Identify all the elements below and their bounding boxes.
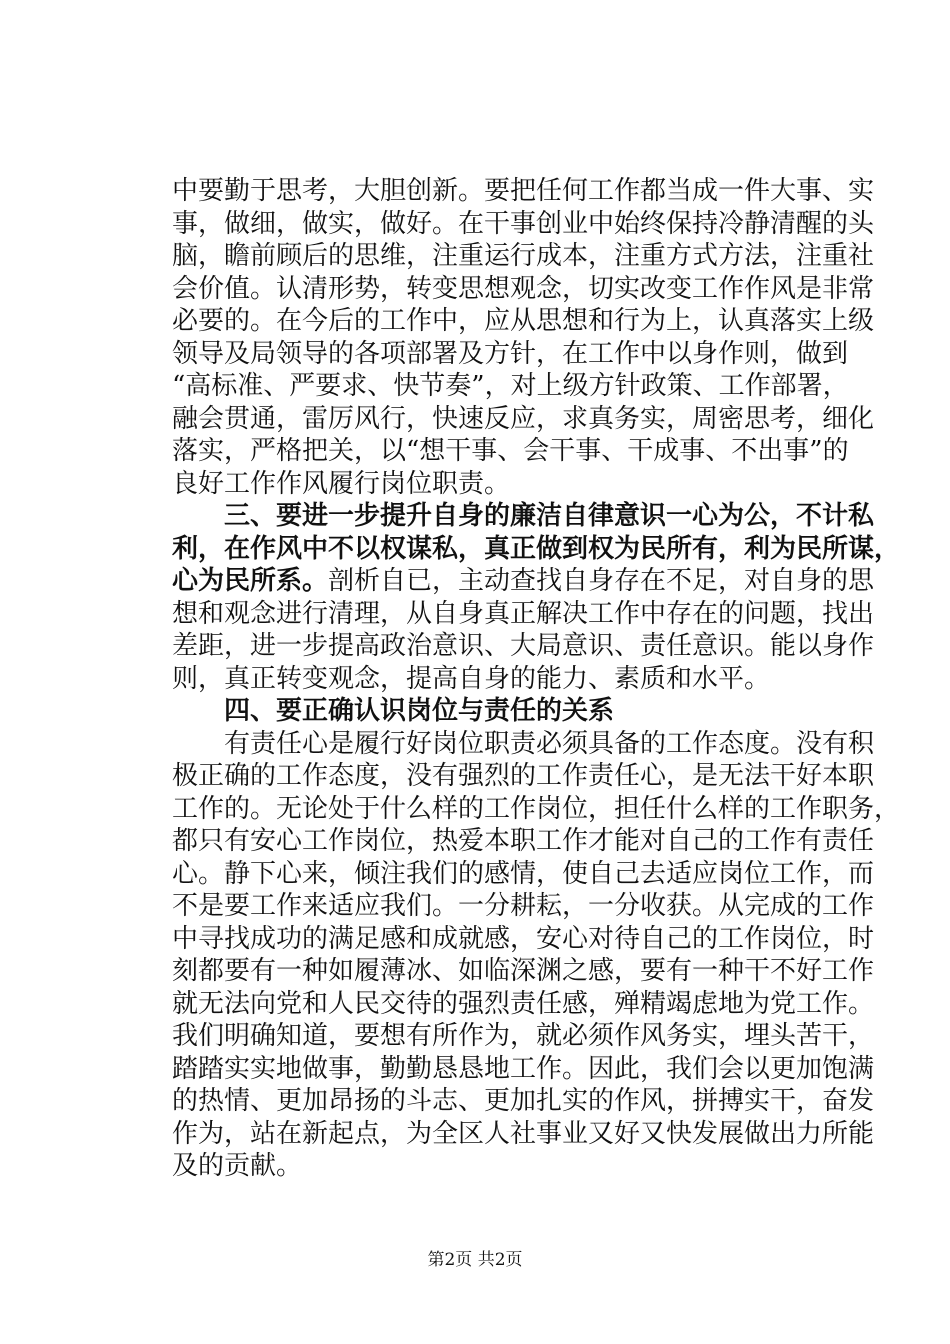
text-line-content: 事，做细，做实，做好。在干事创业中始终保持冷静清醒的头 <box>172 208 875 239</box>
page-footer: 第2页 共2页 <box>427 1250 523 1270</box>
text-line <box>172 793 901 826</box>
text-line-content: 就无法向党和人民交待的强烈责任感，殚精竭虑地为党工作。 <box>172 988 875 1019</box>
text-line-content: 不是要工作来适应我们。一分耕耘，一分收获。从完成的工作 <box>172 891 875 921</box>
text-line <box>172 825 875 858</box>
text-line <box>172 435 849 468</box>
text-line <box>172 468 832 501</box>
text-line <box>172 1053 875 1086</box>
text-line <box>172 403 875 436</box>
text-line <box>172 760 875 793</box>
text-line <box>172 890 875 923</box>
text-line <box>172 1150 832 1183</box>
text-line-content: 心。静下心来，倾注我们的感情，使自己去适应岗位工作，而 <box>172 858 875 889</box>
text-line-content: 落实，严格把关，以“想干事、会干事、干成事、不出事”的 <box>172 436 849 466</box>
text-line-content: 心为民所系。 <box>172 566 329 596</box>
text-line <box>172 598 875 631</box>
text-line-content: “高标准、严要求、快节奏”，对上级方针政策、工作部署， <box>172 371 849 401</box>
text-line-content: 我们明确知道，要想有所作为，就必须作风务实，埋头苦干， <box>172 1021 875 1051</box>
text-line-content: 想和观念进行清理，从自身真正解决工作中存在的问题，找出 <box>172 598 875 629</box>
text-line <box>172 273 875 306</box>
text-line-content: 脑，瞻前顾后的思维，注重运行成本，注重方式方法，注重社 <box>172 241 875 271</box>
text-line-content: 刻都要有一种如履薄冰、如临深渊之感，要有一种干不好工作 <box>172 956 875 986</box>
text-line <box>172 923 875 956</box>
text-line-content: 及的贡献。 <box>172 1151 303 1181</box>
text-line-content: 都只有安心工作岗位，热爱本职工作才能对自己的工作有责任 <box>172 826 875 856</box>
text-line <box>172 175 875 208</box>
text-line-content: 的热情、更加昂扬的斗志、更加扎实的作风，拼搏实干，奋发 <box>172 1086 875 1116</box>
text-line-content: 四、要正确认识岗位与责任的关系 <box>224 696 615 726</box>
text-line-content: 利，在作风中不以权谋私，真正做到权为民所有，利为民所谋， <box>172 533 901 564</box>
text-line <box>172 988 875 1021</box>
text-line <box>172 338 849 371</box>
text-line <box>172 533 901 566</box>
text-line <box>172 240 875 273</box>
text-line-content: 有责任心是履行好岗位职责必须具备的工作态度。没有积 <box>224 728 875 759</box>
text-line <box>172 208 875 241</box>
text-line <box>172 858 875 891</box>
text-line <box>172 728 875 761</box>
text-line <box>172 630 875 663</box>
text-line-content: 必要的。在今后的工作中，应从思想和行为上，认真落实上级 <box>172 306 875 336</box>
text-line <box>172 500 875 533</box>
text-line-tail: 剖析自已，主动查找自身存在不足，对自身的思 <box>328 566 875 596</box>
text-line-content: 作为，站在新起点，为全区人社事业又好又快发展做出力所能 <box>172 1118 875 1149</box>
text-line-content: 差距，进一步提高政治意识、大局意识、责任意识。能以身作 <box>172 631 875 661</box>
text-line <box>172 1118 875 1151</box>
text-line-content: 三、要进一步提升自身的廉洁自律意识一心为公，不计私 <box>224 501 875 531</box>
text-line <box>172 663 832 696</box>
document-body <box>172 175 901 1183</box>
text-line-content: 则，真正转变观念，提高自身的能力、素质和水平。 <box>172 663 771 694</box>
text-line-content: 中要勤于思考，大胆创新。要把任何工作都当成一件大事、实 <box>172 176 875 206</box>
text-line-content: 中寻找成功的满足感和成就感，安心对待自己的工作岗位，时 <box>172 923 875 954</box>
text-line <box>172 370 849 403</box>
text-line <box>172 565 875 598</box>
text-line-content: 工作的。无论处于什么样的工作岗位，担任什么样的工作职务， <box>172 793 901 824</box>
text-line-content: 良好工作作风履行岗位职责。 <box>172 468 511 499</box>
text-line <box>172 1020 875 1053</box>
text-line <box>172 695 832 728</box>
text-line <box>172 305 875 338</box>
text-line-content: 领导及局领导的各项部署及方针，在工作中以身作则，做到 <box>172 338 849 369</box>
text-line <box>172 1085 875 1118</box>
text-line-content: 踏踏实实地做事，勤勤恳恳地工作。因此，我们会以更加饱满 <box>172 1053 875 1084</box>
text-line-content: 会价值。认清形势，转变思想观念，切实改变工作作风是非常 <box>172 273 875 304</box>
text-line-content: 极正确的工作态度，没有强烈的工作责任心，是无法干好本职 <box>172 761 875 791</box>
text-line-content: 融会贯通，雷厉风行，快速反应，求真务实，周密思考，细化 <box>172 403 875 434</box>
text-line <box>172 955 875 988</box>
